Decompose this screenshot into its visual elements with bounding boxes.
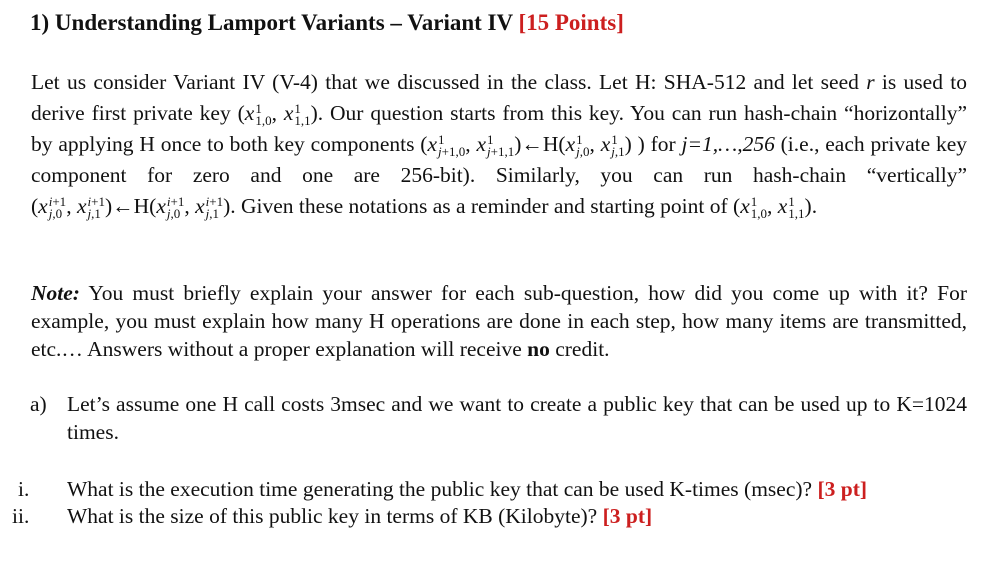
part-a-label: a)	[30, 392, 47, 416]
sub-question-ii-points: [3 pt]	[602, 504, 653, 528]
intro-text-5: (i.e., each private key component for zero and one are 256-bit). Similarly, you can run hash-chain “vertically”	[31, 132, 968, 187]
part-a-text: Let’s assume one H call costs 3msec and we want to create a public key that can be used up to K=1024 times.	[67, 392, 967, 444]
note-text-1: You must briefly explain your answer for each sub-question, how did you come up with it? For example, you must explain how many H operations are done in each step, how many items are transmitted, etc.… Answers without a proper explanation will receive	[31, 281, 967, 361]
private-key-formula: (x 1 1,0 , x 1 1,1 )	[237, 101, 318, 129]
note-label: Note:	[31, 281, 80, 305]
intro-text-1: Let us consider Variant IV (V-4) that we discussed in the class. Let H: SHA-512 and let seed	[31, 70, 867, 94]
intro-text-6: . Given these notations as a reminder and starting point of	[230, 194, 734, 218]
intro-paragraph	[31, 67, 967, 222]
sub-question-ii-label: ii.	[12, 504, 30, 528]
intro-text-3: . Our question starts from this key. You can run hash-chain “horizontally” by applying H once to both key components	[31, 101, 967, 156]
starting-point-formula: (x 1 1,0 , x 1 1,1 )	[733, 194, 812, 222]
intro-text-2: is used to derive first private key	[31, 70, 967, 125]
horizontal-chain-formula: (x 1 j+1,0 , x 1 j+1,1 )←H(x 1 j,0 , x 1 j,1 ) )	[420, 132, 645, 160]
sub-question-i-text: What is the execution time generating the public key that can be used K-times (msec)?	[67, 477, 813, 501]
intro-text-7: .	[811, 194, 818, 218]
question-heading	[30, 10, 624, 36]
j-range: j=1,…,256	[681, 132, 775, 156]
sub-question-ii	[67, 502, 652, 530]
question-points: [15 Points]	[518, 10, 624, 35]
note-paragraph	[31, 279, 967, 363]
note-bold-word: no	[527, 337, 550, 361]
note-text-2: credit.	[549, 337, 610, 361]
sub-question-i-points: [3 pt]	[817, 477, 868, 501]
sub-question-i-label: i.	[18, 477, 30, 501]
intro-text-4: for	[644, 132, 682, 156]
vertical-chain-formula: (x i+1 j,0 , x i+1 j,1 )←H(x i+1 j,0 , x i+1 j,1 )	[31, 194, 231, 222]
sub-question-ii-text: What is the size of this public key in terms of KB (Kilobyte)?	[67, 504, 598, 528]
sub-question-i	[67, 475, 867, 503]
question-number: 1)	[30, 10, 50, 35]
question-title: Understanding Lamport Variants – Variant IV	[54, 10, 513, 35]
seed-variable: r	[866, 70, 875, 94]
